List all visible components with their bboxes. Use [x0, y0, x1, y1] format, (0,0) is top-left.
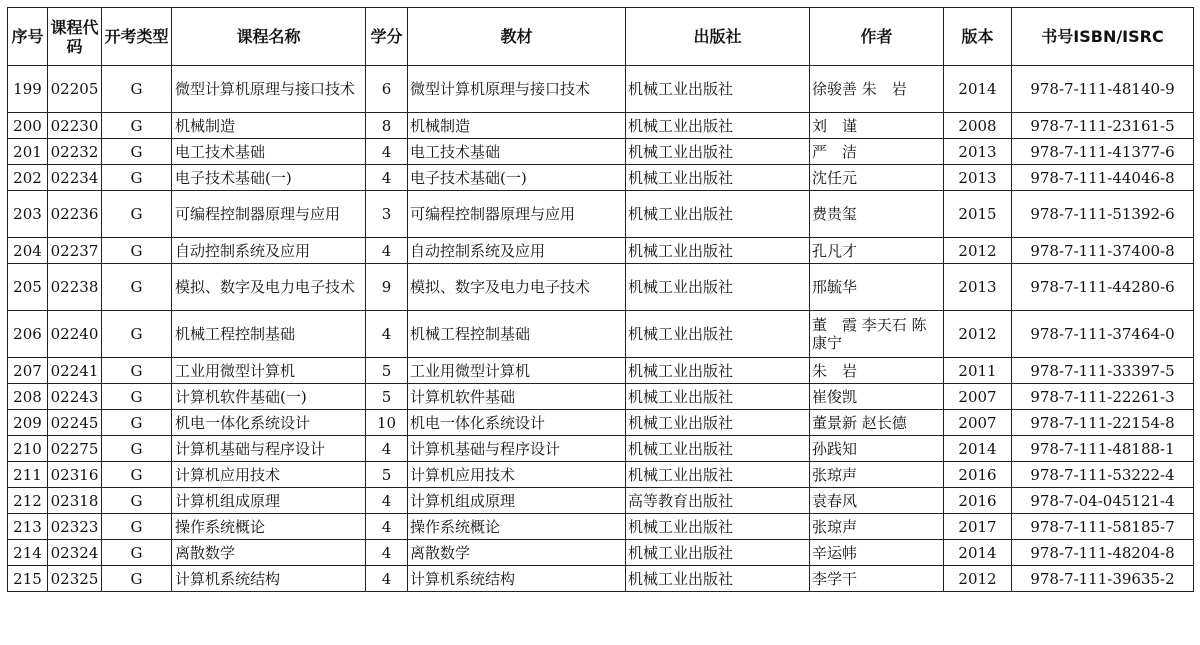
cell-textbook: 计算机系统结构	[408, 566, 626, 592]
cell-isbn: 978-7-111-44046-8	[1012, 165, 1194, 191]
cell-credit: 4	[366, 311, 408, 358]
cell-exam-type: G	[102, 566, 172, 592]
cell-exam-type: G	[102, 311, 172, 358]
cell-isbn: 978-7-111-41377-6	[1012, 139, 1194, 165]
table-header-row	[8, 8, 1194, 66]
cell-edition: 2014	[944, 540, 1012, 566]
cell-serial: 203	[8, 191, 48, 238]
cell-course-name: 计算机基础与程序设计	[172, 436, 366, 462]
cell-serial: 208	[8, 384, 48, 410]
header-course-name: 课程名称	[172, 8, 366, 66]
table-row	[8, 238, 1194, 264]
cell-publisher: 机械工业出版社	[626, 436, 810, 462]
cell-isbn: 978-7-111-23161-5	[1012, 113, 1194, 139]
table-row	[8, 410, 1194, 436]
cell-edition: 2014	[944, 436, 1012, 462]
cell-author: 朱 岩	[810, 358, 944, 384]
cell-course-name: 模拟、数字及电力电子技术	[172, 264, 366, 311]
cell-textbook: 离散数学	[408, 540, 626, 566]
cell-course-name: 机械工程控制基础	[172, 311, 366, 358]
cell-author: 徐骏善 朱 岩	[810, 66, 944, 113]
cell-course-name: 计算机软件基础(一)	[172, 384, 366, 410]
cell-publisher: 机械工业出版社	[626, 384, 810, 410]
cell-course-name: 计算机组成原理	[172, 488, 366, 514]
cell-author: 辛运帏	[810, 540, 944, 566]
table-row	[8, 358, 1194, 384]
table-row	[8, 311, 1194, 358]
cell-author: 董 霞 李天石 陈康宁	[810, 311, 944, 358]
cell-serial: 213	[8, 514, 48, 540]
table-row	[8, 264, 1194, 311]
cell-credit: 4	[366, 566, 408, 592]
cell-course-name: 机电一体化系统设计	[172, 410, 366, 436]
cell-isbn: 978-7-111-53222-4	[1012, 462, 1194, 488]
cell-exam-type: G	[102, 238, 172, 264]
cell-course-code: 02234	[48, 165, 102, 191]
cell-author: 沈任元	[810, 165, 944, 191]
cell-isbn: 978-7-111-39635-2	[1012, 566, 1194, 592]
cell-course-code: 02238	[48, 264, 102, 311]
cell-course-name: 计算机系统结构	[172, 566, 366, 592]
cell-serial: 215	[8, 566, 48, 592]
cell-publisher: 机械工业出版社	[626, 238, 810, 264]
header-exam-type: 开考类型	[102, 8, 172, 66]
table-row	[8, 191, 1194, 238]
cell-author: 费贵玺	[810, 191, 944, 238]
cell-exam-type: G	[102, 113, 172, 139]
table-row	[8, 113, 1194, 139]
cell-author: 张琼声	[810, 462, 944, 488]
cell-credit: 9	[366, 264, 408, 311]
cell-isbn: 978-7-111-48204-8	[1012, 540, 1194, 566]
cell-course-code: 02245	[48, 410, 102, 436]
cell-isbn: 978-7-111-22154-8	[1012, 410, 1194, 436]
cell-course-code: 02318	[48, 488, 102, 514]
cell-publisher: 机械工业出版社	[626, 139, 810, 165]
cell-edition: 2007	[944, 410, 1012, 436]
cell-serial: 210	[8, 436, 48, 462]
cell-publisher: 机械工业出版社	[626, 113, 810, 139]
cell-serial: 209	[8, 410, 48, 436]
cell-isbn: 978-7-111-33397-5	[1012, 358, 1194, 384]
cell-edition: 2012	[944, 311, 1012, 358]
cell-textbook: 计算机应用技术	[408, 462, 626, 488]
cell-publisher: 机械工业出版社	[626, 264, 810, 311]
cell-exam-type: G	[102, 264, 172, 311]
table-row	[8, 462, 1194, 488]
cell-isbn: 978-7-111-48140-9	[1012, 66, 1194, 113]
cell-exam-type: G	[102, 139, 172, 165]
cell-credit: 4	[366, 436, 408, 462]
cell-edition: 2013	[944, 264, 1012, 311]
cell-course-code: 02325	[48, 566, 102, 592]
cell-course-code: 02323	[48, 514, 102, 540]
cell-serial: 200	[8, 113, 48, 139]
cell-serial: 202	[8, 165, 48, 191]
cell-credit: 4	[366, 165, 408, 191]
header-author: 作者	[810, 8, 944, 66]
cell-exam-type: G	[102, 540, 172, 566]
cell-course-name: 电子技术基础(一)	[172, 165, 366, 191]
cell-textbook: 计算机软件基础	[408, 384, 626, 410]
cell-exam-type: G	[102, 514, 172, 540]
cell-serial: 206	[8, 311, 48, 358]
cell-publisher: 机械工业出版社	[626, 566, 810, 592]
table-row	[8, 165, 1194, 191]
table-row	[8, 488, 1194, 514]
cell-textbook: 机电一体化系统设计	[408, 410, 626, 436]
cell-serial: 212	[8, 488, 48, 514]
cell-credit: 6	[366, 66, 408, 113]
cell-course-name: 自动控制系统及应用	[172, 238, 366, 264]
cell-credit: 5	[366, 358, 408, 384]
cell-exam-type: G	[102, 191, 172, 238]
header-isbn: 书号ISBN/ISRC	[1012, 8, 1194, 66]
header-credit: 学分	[366, 8, 408, 66]
cell-course-name: 机械制造	[172, 113, 366, 139]
cell-textbook: 可编程控制器原理与应用	[408, 191, 626, 238]
cell-serial: 214	[8, 540, 48, 566]
table-row	[8, 514, 1194, 540]
cell-credit: 4	[366, 238, 408, 264]
cell-textbook: 操作系统概论	[408, 514, 626, 540]
cell-textbook: 工业用微型计算机	[408, 358, 626, 384]
cell-isbn: 978-7-111-37464-0	[1012, 311, 1194, 358]
cell-serial: 211	[8, 462, 48, 488]
cell-course-code: 02241	[48, 358, 102, 384]
cell-course-code: 02275	[48, 436, 102, 462]
cell-isbn: 978-7-111-37400-8	[1012, 238, 1194, 264]
cell-textbook: 机械制造	[408, 113, 626, 139]
cell-textbook: 计算机组成原理	[408, 488, 626, 514]
header-publisher: 出版社	[626, 8, 810, 66]
cell-textbook: 机械工程控制基础	[408, 311, 626, 358]
table-row	[8, 139, 1194, 165]
cell-publisher: 机械工业出版社	[626, 540, 810, 566]
cell-course-code: 02243	[48, 384, 102, 410]
cell-credit: 4	[366, 540, 408, 566]
cell-textbook: 自动控制系统及应用	[408, 238, 626, 264]
cell-course-name: 离散数学	[172, 540, 366, 566]
cell-isbn: 978-7-111-58185-7	[1012, 514, 1194, 540]
cell-credit: 4	[366, 514, 408, 540]
table-row	[8, 566, 1194, 592]
cell-author: 袁春风	[810, 488, 944, 514]
cell-publisher: 机械工业出版社	[626, 165, 810, 191]
textbook-table-wrapper	[7, 7, 1194, 592]
cell-author: 李学干	[810, 566, 944, 592]
cell-publisher: 机械工业出版社	[626, 410, 810, 436]
cell-course-code: 02237	[48, 238, 102, 264]
cell-edition: 2013	[944, 165, 1012, 191]
cell-course-code: 02230	[48, 113, 102, 139]
cell-textbook: 电工技术基础	[408, 139, 626, 165]
cell-credit: 5	[366, 462, 408, 488]
cell-course-code: 02240	[48, 311, 102, 358]
cell-publisher: 机械工业出版社	[626, 66, 810, 113]
cell-credit: 10	[366, 410, 408, 436]
cell-course-name: 电工技术基础	[172, 139, 366, 165]
cell-serial: 207	[8, 358, 48, 384]
cell-exam-type: G	[102, 384, 172, 410]
cell-exam-type: G	[102, 66, 172, 113]
cell-exam-type: G	[102, 462, 172, 488]
cell-edition: 2007	[944, 384, 1012, 410]
cell-course-code: 02324	[48, 540, 102, 566]
cell-publisher: 机械工业出版社	[626, 311, 810, 358]
table-row	[8, 66, 1194, 113]
cell-course-name: 工业用微型计算机	[172, 358, 366, 384]
header-textbook: 教材	[408, 8, 626, 66]
cell-edition: 2008	[944, 113, 1012, 139]
cell-exam-type: G	[102, 358, 172, 384]
cell-edition: 2017	[944, 514, 1012, 540]
cell-publisher: 高等教育出版社	[626, 488, 810, 514]
cell-credit: 3	[366, 191, 408, 238]
cell-course-name: 可编程控制器原理与应用	[172, 191, 366, 238]
cell-author: 孔凡才	[810, 238, 944, 264]
cell-exam-type: G	[102, 410, 172, 436]
cell-publisher: 机械工业出版社	[626, 462, 810, 488]
cell-course-code: 02205	[48, 66, 102, 113]
cell-publisher: 机械工业出版社	[626, 358, 810, 384]
cell-textbook: 计算机基础与程序设计	[408, 436, 626, 462]
cell-exam-type: G	[102, 488, 172, 514]
cell-course-name: 微型计算机原理与接口技术	[172, 66, 366, 113]
cell-textbook: 微型计算机原理与接口技术	[408, 66, 626, 113]
cell-edition: 2016	[944, 488, 1012, 514]
cell-serial: 199	[8, 66, 48, 113]
cell-edition: 2013	[944, 139, 1012, 165]
cell-author: 张琼声	[810, 514, 944, 540]
cell-edition: 2011	[944, 358, 1012, 384]
cell-serial: 201	[8, 139, 48, 165]
table-body	[8, 66, 1194, 592]
cell-author: 刘 谨	[810, 113, 944, 139]
cell-edition: 2012	[944, 238, 1012, 264]
cell-edition: 2014	[944, 66, 1012, 113]
cell-isbn: 978-7-111-48188-1	[1012, 436, 1194, 462]
cell-course-name: 操作系统概论	[172, 514, 366, 540]
header-serial: 序号	[8, 8, 48, 66]
cell-serial: 205	[8, 264, 48, 311]
cell-author: 严 洁	[810, 139, 944, 165]
cell-course-code: 02232	[48, 139, 102, 165]
header-course-code: 课程代码	[48, 8, 102, 66]
cell-credit: 5	[366, 384, 408, 410]
cell-edition: 2012	[944, 566, 1012, 592]
cell-author: 崔俊凯	[810, 384, 944, 410]
cell-isbn: 978-7-111-22261-3	[1012, 384, 1194, 410]
cell-exam-type: G	[102, 436, 172, 462]
cell-credit: 4	[366, 488, 408, 514]
cell-credit: 8	[366, 113, 408, 139]
cell-author: 孙践知	[810, 436, 944, 462]
cell-textbook: 电子技术基础(一)	[408, 165, 626, 191]
table-row	[8, 436, 1194, 462]
cell-publisher: 机械工业出版社	[626, 514, 810, 540]
cell-edition: 2015	[944, 191, 1012, 238]
cell-author: 董景新 赵长德	[810, 410, 944, 436]
cell-serial: 204	[8, 238, 48, 264]
cell-credit: 4	[366, 139, 408, 165]
cell-course-name: 计算机应用技术	[172, 462, 366, 488]
table-row	[8, 540, 1194, 566]
cell-exam-type: G	[102, 165, 172, 191]
textbook-table	[7, 7, 1194, 592]
cell-textbook: 模拟、数字及电力电子技术	[408, 264, 626, 311]
header-edition: 版本	[944, 8, 1012, 66]
cell-edition: 2016	[944, 462, 1012, 488]
cell-author: 邢毓华	[810, 264, 944, 311]
cell-isbn: 978-7-04-045121-4	[1012, 488, 1194, 514]
cell-isbn: 978-7-111-44280-6	[1012, 264, 1194, 311]
cell-course-code: 02316	[48, 462, 102, 488]
cell-isbn: 978-7-111-51392-6	[1012, 191, 1194, 238]
cell-publisher: 机械工业出版社	[626, 191, 810, 238]
table-row	[8, 384, 1194, 410]
cell-course-code: 02236	[48, 191, 102, 238]
